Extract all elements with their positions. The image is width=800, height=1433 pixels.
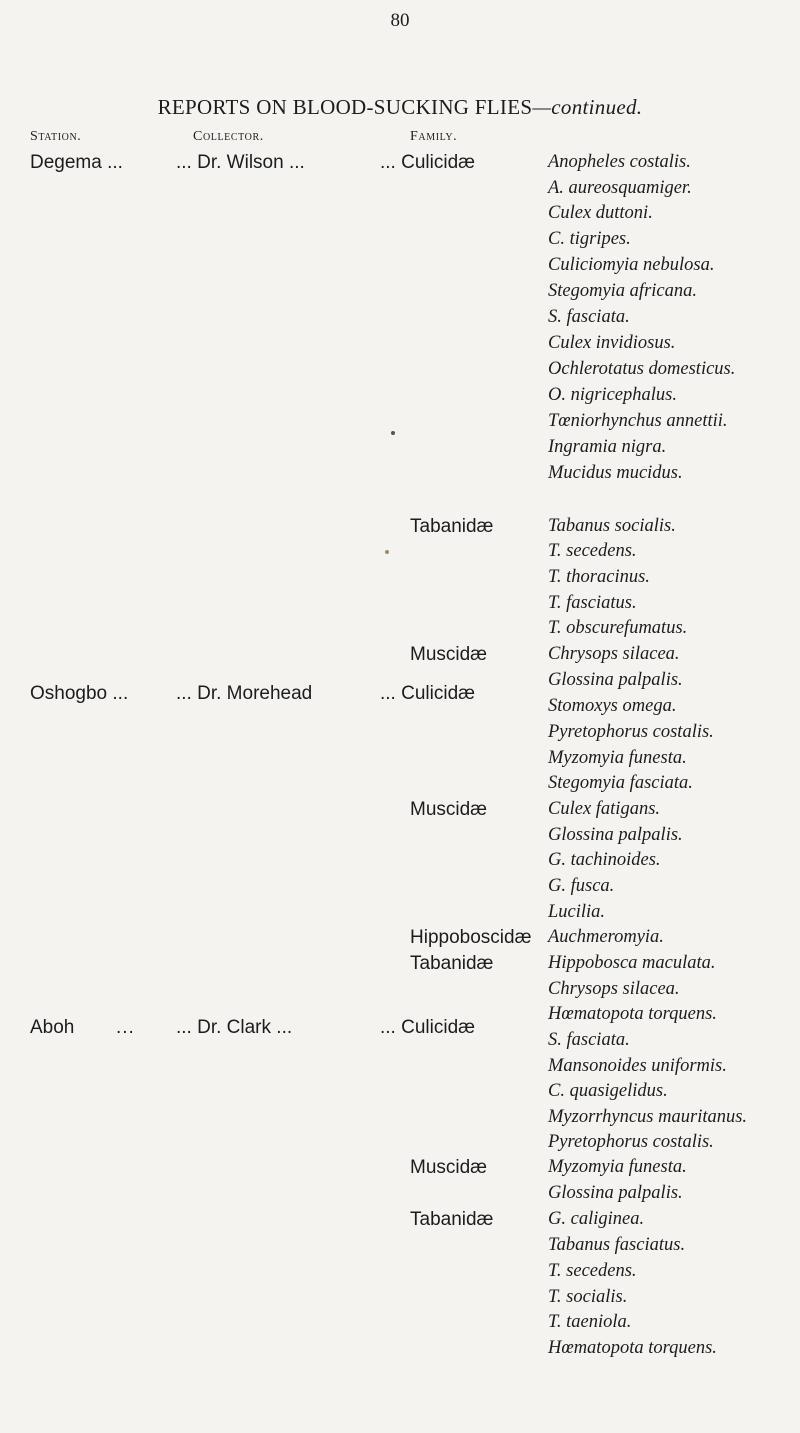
station-aboh-dots: ... — [116, 1017, 135, 1038]
species-name: T. secedens. — [548, 541, 637, 561]
species-name: Hippobosca maculata. — [548, 953, 716, 973]
species-name: S. fasciata. — [548, 307, 630, 327]
species-name: T. fasciatus. — [548, 593, 637, 613]
species-name: Culex fatigans. — [548, 799, 661, 819]
print-speck — [391, 431, 395, 435]
species-name: Tabanus socialis. — [548, 516, 676, 536]
species-name: Hœmatopota torquens. — [548, 1004, 717, 1024]
family-tabanidae: Tabanidæ — [410, 516, 494, 537]
species-name: G. fusca. — [548, 876, 615, 896]
family-culicidae-aboh: ... Culicidæ — [380, 1017, 476, 1038]
species-name: T. obscurefumatus. — [548, 618, 688, 638]
species-name: Pyretophorus costalis. — [548, 1132, 714, 1152]
species-name: Culiciomyia nebulosa. — [548, 255, 715, 275]
species-name: Myzomyia funesta. — [548, 1157, 687, 1177]
species-name: T. taeniola. — [548, 1312, 632, 1332]
species-name: C. quasigelidus. — [548, 1081, 668, 1101]
family-hippoboscidae: Hippoboscidæ — [410, 927, 532, 948]
species-name: Mansonoides uniformis. — [548, 1056, 727, 1076]
species-name: Glossina palpalis. — [548, 1183, 683, 1203]
species-name: Pyretophorus costalis. — [548, 722, 714, 742]
species-name: T. socialis. — [548, 1287, 628, 1307]
column-header-family: Family. — [410, 129, 458, 144]
station-oshogbo: Oshogbo ... — [30, 683, 129, 704]
species-name: T. secedens. — [548, 1261, 637, 1281]
family-culicidae-oshogbo: ... Culicidæ — [380, 683, 476, 704]
column-header-station: Station. — [30, 129, 82, 144]
species-name: Glossina palpalis. — [548, 670, 683, 690]
species-name: Mucidus mucidus. — [548, 463, 683, 483]
family-muscidae: Muscidæ — [410, 1157, 488, 1178]
family-muscidae: Muscidæ — [410, 644, 488, 665]
family-culicidae-degema: ... Culicidæ — [380, 152, 476, 173]
species-name: G. tachinoides. — [548, 850, 661, 870]
title-continued: —continued. — [532, 95, 643, 119]
collector-clark: ... Dr. Clark ... — [176, 1017, 293, 1038]
page-title — [0, 95, 800, 120]
species-name: Anopheles costalis. — [548, 152, 691, 172]
species-name: O. nigricephalus. — [548, 385, 677, 405]
print-speck — [385, 550, 389, 554]
station-degema: Degema ... — [30, 152, 123, 173]
species-name: Stegomyia africana. — [548, 281, 698, 301]
species-name: Myzomyia funesta. — [548, 748, 687, 768]
species-name: Ochlerotatus domesticus. — [548, 359, 736, 379]
family-tabanidae: Tabanidæ — [410, 1209, 494, 1230]
species-name: Myzorrhyncus mauritanus. — [548, 1107, 748, 1127]
species-name: Culex invidiosus. — [548, 333, 676, 353]
species-name: Chrysops silacea. — [548, 979, 680, 999]
family-tabanidae: Tabanidæ — [410, 953, 494, 974]
title-main: REPORTS ON BLOOD-SUCKING FLIES — [157, 95, 533, 119]
species-name: Tœniorhynchus annettii. — [548, 411, 728, 431]
column-header-collector: Collector. — [193, 129, 264, 144]
collector-morehead: ... Dr. Morehead — [176, 683, 313, 704]
species-name: Ingramia nigra. — [548, 437, 667, 457]
species-name: G. caliginea. — [548, 1209, 645, 1229]
page-number: 80 — [390, 10, 410, 31]
family-muscidae: Muscidæ — [410, 799, 488, 820]
species-name: Stegomyia fasciata. — [548, 773, 693, 793]
species-name: S. fasciata. — [548, 1030, 630, 1050]
species-name: C. tigripes. — [548, 229, 631, 249]
collector-wilson: ... Dr. Wilson ... — [176, 152, 305, 173]
species-name: Stomoxys omega. — [548, 696, 677, 716]
species-name: Glossina palpalis. — [548, 825, 683, 845]
species-name: Hœmatopota torquens. — [548, 1338, 717, 1358]
species-name: T. thoracinus. — [548, 567, 650, 587]
species-name: Chrysops silacea. — [548, 644, 680, 664]
species-name: Auchmeromyia. — [548, 927, 664, 947]
species-name: A. aureosquamiger. — [548, 178, 692, 198]
species-name: Lucilia. — [548, 902, 606, 922]
species-name: Tabanus fasciatus. — [548, 1235, 686, 1255]
station-aboh: Aboh — [30, 1017, 75, 1038]
species-name: Culex duttoni. — [548, 203, 653, 223]
